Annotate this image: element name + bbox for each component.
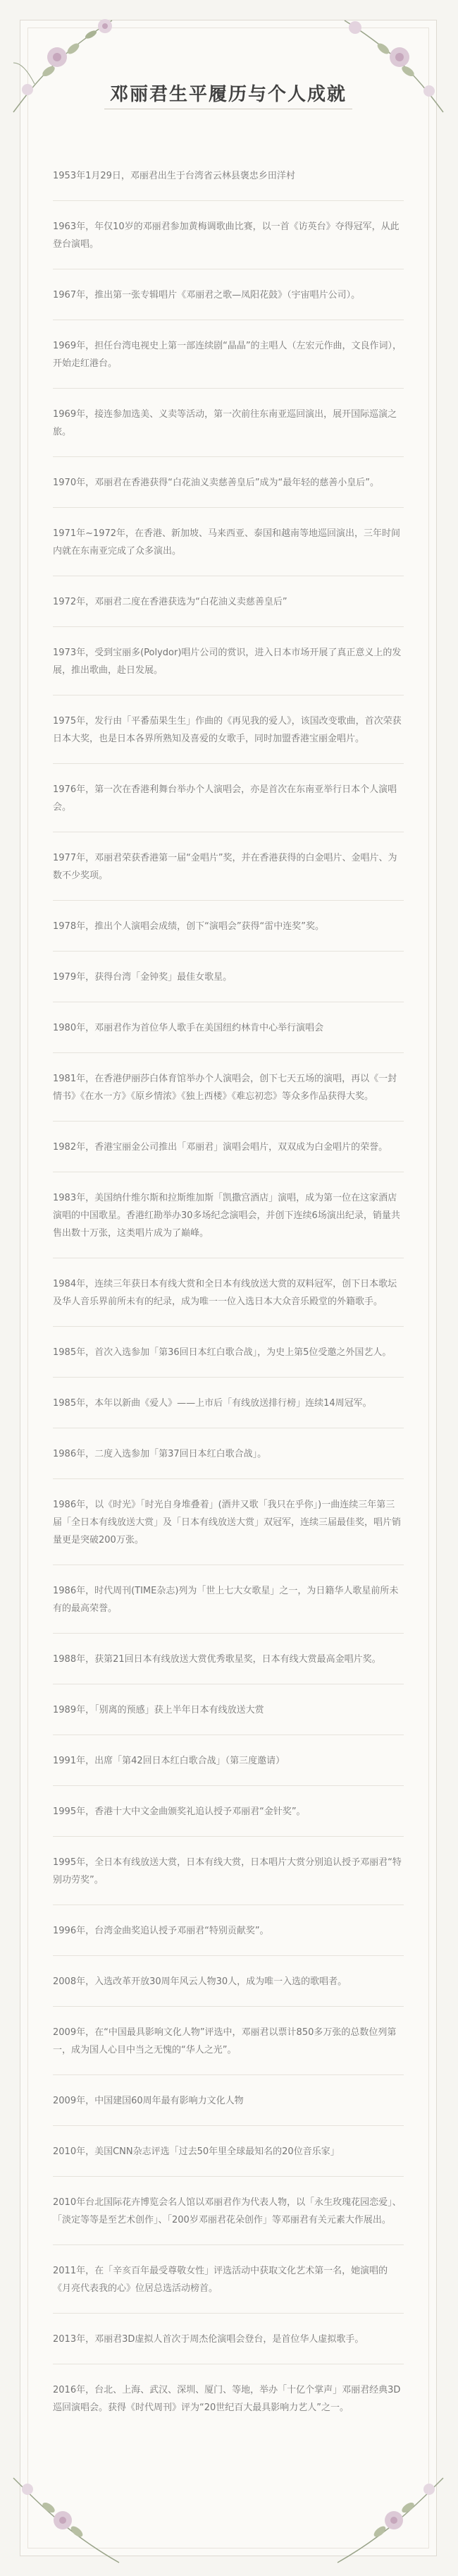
timeline-entry: 1991年，出席「第42回日本红白歌合战」（第三度邀请）: [53, 1746, 404, 1786]
timeline-entry: 1973年，受到宝丽多(Polydor)唱片公司的赏识，进入日本市场开展了真正意义上的发展，推出歌曲，赴日发展。: [53, 638, 404, 695]
timeline-entry: 1980年，邓丽君作为首位华人歌手在美国纽约林肯中心举行演唱会: [53, 1014, 404, 1053]
timeline-entry: 1988年，获第21回日本有线放送大赏优秀歌星奖，日本有线大赏最高金唱片奖。: [53, 1645, 404, 1684]
timeline-entry: 2009年，在“中国最具影响文化人物”评选中，邓丽君以票计850多万张的总数位列第一，成为国人心目中当之无愧的“华人之光”。: [53, 2018, 404, 2075]
bottom-right-floral-decoration: [330, 2464, 450, 2570]
timeline-entry: 1969年，接连参加选美、义卖等活动，第一次前往东南亚巡回演出，展开国际巡演之旅。: [53, 400, 404, 457]
timeline-entry: 2010年台北国际花卉博览会名人馆以邓丽君作为代表人物，以「永生玫瑰花园恋爱」、「淡定等等是至艺术创作」、「200岁邓丽君花朵创作」等邓丽君有关元素大作展出。: [53, 2188, 404, 2245]
timeline-entry: 1986年，二度入选参加「第37回日本红白歌合战」。: [53, 1440, 404, 1479]
timeline-entry: 1995年，香港十大中文金曲颁奖礼追认授予邓丽君“金针奖”。: [53, 1797, 404, 1837]
timeline-entry: 1986年，时代周刊(TIME杂志)列为「世上七大女歌星」之一，为日籍华人歌星前所未有的最高荣誉。: [53, 1576, 404, 1634]
timeline-entry: 1995年，全日本有线放送大赏，日本有线大赏，日本唱片大赏分别追认授予邓丽君“特别功劳奖”。: [53, 1848, 404, 1905]
timeline-entry: 1963年，年仅10岁的邓丽君参加黄梅调歌曲比赛，以一首《访英台》夺得冠军，从此登台演唱。: [53, 212, 404, 269]
page-card: [20, 20, 437, 2556]
timeline-entry: 1975年，发行由「平番茄果生生」作曲的《再见我的爱人》，该国改变歌曲，首次荣获日本大奖，也是日本各界所熟知及喜爱的女歌手，同时加盟香港宝丽金唱片。: [53, 707, 404, 764]
timeline-entry: 1984年，连续三年获日本有线大赏和全日本有线放送大赏的双料冠军，创下日本歌坛及华人音乐界前所未有的纪录，成为唯一一位入选日本大众音乐殿堂的外籍歌手。: [53, 1270, 404, 1327]
timeline-entry: 2016年，台北、上海、武汉、深圳、厦门、等地，举办「十亿个掌声」邓丽君经典3D巡回演唱会。获得《时代周刊》评为“20世纪百大最具影响力艺人”之一。: [53, 2385, 401, 2413]
timeline-entry: 2008年，入选改革开放30周年风云人物30人，成为唯一入选的歌唱者。: [53, 1967, 404, 2007]
timeline-entry: 1986年，以《时光》「时光自身堆叠着」(酒井又歌「我只在乎你」)一曲连续三年第三届「全日本有线放送大赏」及「日本有线放送大赏」双冠军，连续三届最佳奖，唱片销量更是突破200万张。: [53, 1490, 404, 1565]
timeline-entry: 1982年，香港宝丽金公司推出「邓丽君」演唱会唱片，双双成为白金唱片的荣誉。: [53, 1133, 404, 1172]
bottom-left-floral-decoration: [6, 2464, 126, 2570]
timeline-entry: 1969年，担任台湾电视史上第一部连续剧“晶晶”的主唱人（左宏元作曲，文良作词），开始走红港台。: [53, 332, 404, 389]
timeline-entry: 1985年，本年以新曲《爱人》——上市后「有线放送排行榜」连续14周冠军。: [53, 1389, 404, 1428]
title-wrap: [20, 80, 436, 109]
timeline-entry: 2010年，美国CNN杂志评选「过去50年里全球最知名的20位音乐家」: [53, 2137, 404, 2177]
timeline-entry: 2011年，在「辛亥百年最受尊敬女性」评选活动中获取文化艺术第一名，她演唱的《月亮代表我的心》位居总选活动榜首。: [53, 2256, 404, 2314]
timeline-entry: 1978年，推出个人演唱会成绩，创下“演唱会”获得“雷中连奖”奖。: [53, 912, 404, 952]
timeline-entry: 1970年，邓丽君在香港获得“白花油义卖慈善皇后”成为“最年轻的慈善小皇后”。: [53, 468, 404, 508]
timeline-entry: 1983年，美国纳什维尔斯和拉斯维加斯「凯撒宫酒店」演唱，成为第一位在这家酒店演唱的中国歌星。香港红勘举办30多场纪念演唱会，并创下连续6场演出纪录，销量共售出数十万张，这类唱片成为了巅峰。: [53, 1184, 404, 1258]
timeline-entry: 1985年，首次入选参加「第36回日本红白歌合战」，为史上第5位受邀之外国艺人。: [53, 1338, 404, 1378]
timeline-list: [53, 162, 404, 2443]
timeline-entry: 1996年，台湾金曲奖追认授予邓丽君“特别贡献奖”。: [53, 1916, 404, 1956]
timeline-entry: 1971年~1972年，在香港、新加坡、马来西亚、泰国和越南等地巡回演出，三年时间内就在东南亚完成了众多演出。: [53, 519, 404, 576]
timeline-entry: 1976年，第一次在香港利舞台举办个人演唱会，亦是首次在东南亚举行日本个人演唱会。: [53, 775, 404, 832]
timeline-entry: 1972年，邓丽君二度在香港获选为“白花油义卖慈善皇后”: [53, 588, 404, 627]
timeline-entry: 2009年，中国建国60周年最有影响力文化人物: [53, 2086, 404, 2126]
timeline-entry: 1979年，获得台湾「金钟奖」最佳女歌星。: [53, 963, 404, 1002]
timeline-entry: 1967年，推出第一张专辑唱片《邓丽君之歌—凤阳花鼓》（宇宙唱片公司）。: [53, 281, 404, 320]
timeline-entry: 2013年，邓丽君3D虚拟人首次于周杰伦演唱会登台，是首位华人虚拟歌手。: [53, 2325, 404, 2364]
page-title: 邓丽君生平履历与个人成就: [104, 80, 352, 109]
timeline-entry: 1953年1月29日，邓丽君出生于台湾省云林县褒忠乡田洋村: [53, 162, 404, 201]
timeline-entry: 1981年，在香港伊丽莎白体育馆举办个人演唱会，创下七天五场的演唱，再以《一封情书》《在水一方》《原乡情浓》《独上西楼》《难忘初恋》等众多作品获得大奖。: [53, 1064, 404, 1122]
timeline-entry: 1989年，「别离的预感」获上半年日本有线放送大赏: [53, 1696, 404, 1735]
timeline-entry: 1977年，邓丽君荣获香港第一届“金唱片”奖，并在香港获得的白金唱片、金唱片、为数不少奖项。: [53, 844, 404, 901]
